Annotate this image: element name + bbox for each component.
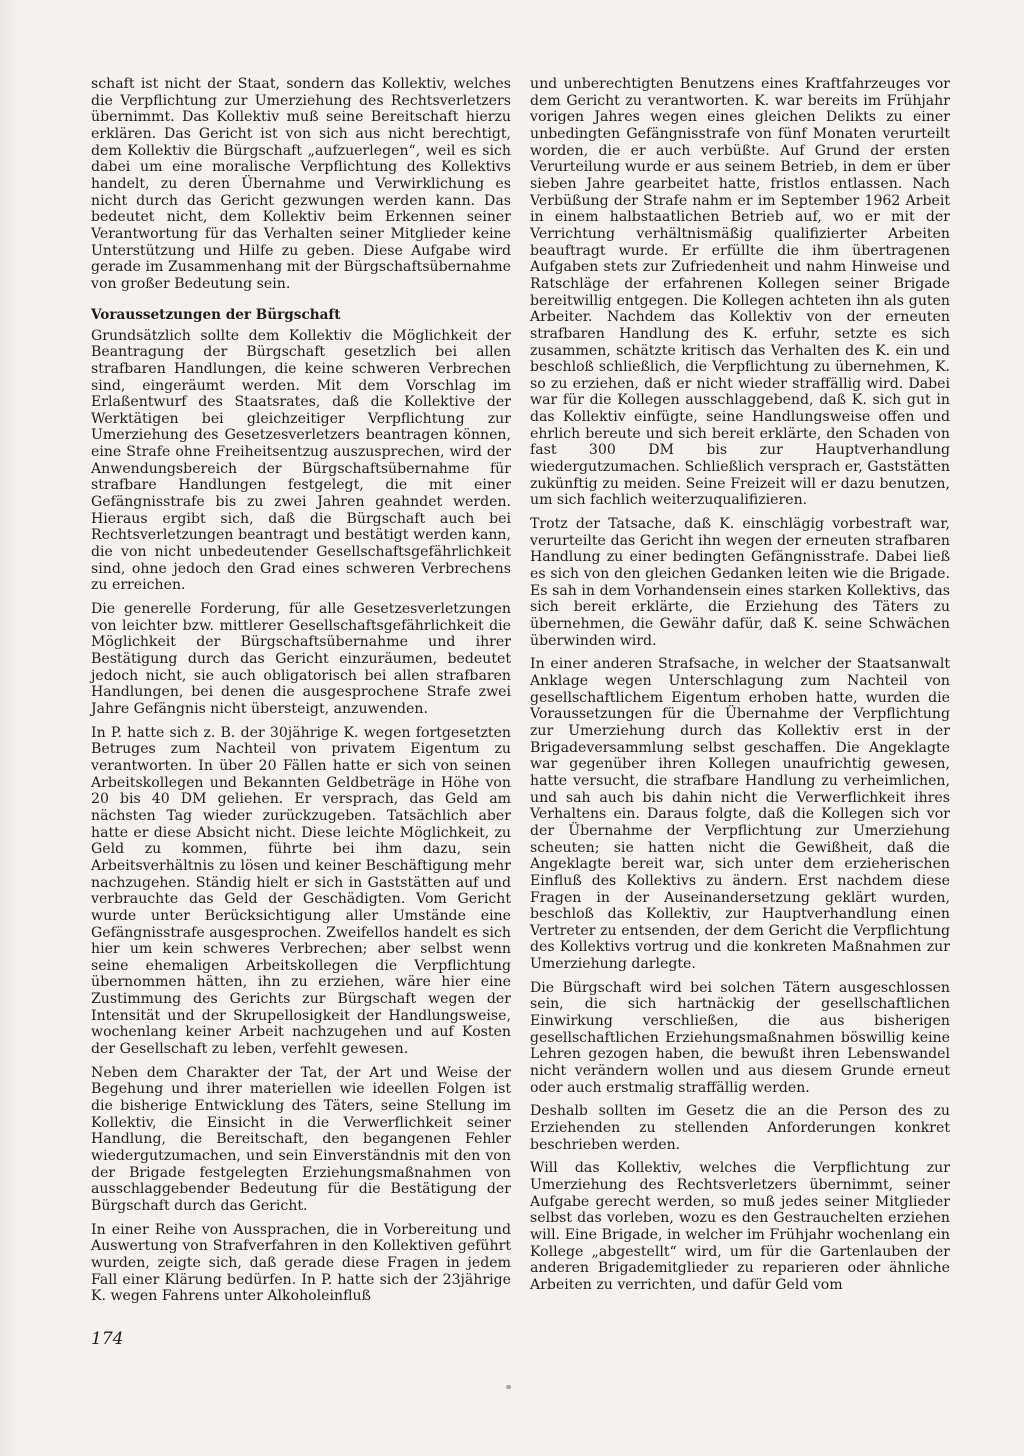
paragraph: und unberechtigten Benutzens eines Kraftfahrzeuges vor dem Gericht zu verantworten. K. war bereits im Frühjahr vorigen Jahres wegen eines gleichen Delikts zu einer unbedingten Gefängnisstrafe von fünf Monaten verurteilt worden, die er auch verbüßte. Auf Grund der ersten Verurteilung wurde er aus seinem Betrieb, in dem er über sieben Jahre gearbeitet hatte, fristlos entlassen. Nach Verbüßung der Strafe nahm er im September 1962 Arbeit in einem halbstaatlichen Betrieb auf, wo er mit der Verrichtung verhältnismäßig qualifizierter Arbeiten beauftragt wurde. Er erfüllte die ihm übertragenen Aufgaben stets zur Zufriedenheit und nahm Hinweise und Ratschläge der erfahrenen Kollegen seiner Brigade bereitwillig entgegen. Die Kollegen achteten ihn als guten Arbeiter. Nachdem das Kollektiv von der erneuten strafbaren Handlung des K. erfuhr, setzte es sich zusammen, schätzte kritisch das Verhalten des K. ein und beschloß schließlich, die Verpflichtung zu übernehmen, K. so zu erziehen, daß er nicht wieder straffällig wird. Dabei war für die Kollegen ausschlaggebend, daß K. sich gut in das Kollektiv einfügte, seine Handlungsweise offen und ehrlich bereute und sich bereit erklärte, den Schaden von fast 300 DM bis zur Hauptverhandlung wiedergutzumachen. Schließlich versprach er, Gaststätten zukünftig zu meiden. Seine Freizeit will er dazu benutzen, um sich fachlich weiterzuqualifizieren. (530, 76, 950, 509)
paragraph: In P. hatte sich z. B. der 30jährige K. wegen fortgesetzten Betruges zum Nachteil von privatem Eigentum zu verantworten. In über 20 Fällen hatte er sich von seinen Arbeitskollegen und Bekannten Geldbeträge in Höhe von 20 bis 40 DM geliehen. Er versprach, das Geld am nächsten Tag wieder zurückzugeben. Tatsächlich aber hatte er diese Absicht nicht. Diese leichte Möglichkeit, zu Geld zu kommen, führte bei ihm dazu, sein Arbeitsverhältnis zu lösen und keiner Beschäftigung mehr nachzugehen. Ständig hielt er sich in Gaststätten auf und verbrauchte das Geld der Geschädigten. Vom Gericht wurde unter Berücksichtigung aller Umstände eine Gefängnisstrafe ausgesprochen. Zweifellos handelt es sich hier um kein schweres Verbrechen; aber selbst wenn seine ehemaligen Arbeitskollegen die Verpflichtung übernommen hätten, ihn zu erziehen, wäre hier eine Zustimmung des Gerichts zur Bürgschaft wegen der Intensität und der Skrupellosigkeit der Handlungsweise, wochenlang keiner Arbeit nachzugehen und auf Kosten der Gesellschaft zu leben, verfehlt gewesen. (91, 724, 511, 1058)
paragraph: In einer Reihe von Aussprachen, die in Vorbereitung und Auswertung von Strafverfahren in den Kollektiven geführt wurden, zeigte sich, daß gerade diese Fragen in jedem Fall einer Klärung bedürfen. In P. hatte sich der 23jährige K. wegen Fahrens unter Alkoholeinfluß (91, 1221, 511, 1305)
paragraph: Will das Kollektiv, welches die Verpflichtung zur Umerziehung des Rechtsverletzers übernimmt, seiner Aufgabe gerecht werden, so muß jedes seiner Mitglieder selbst das vorleben, wozu es den Gestrauchelten erziehen will. Eine Brigade, in welcher im Frühjahr wochenlang ein Kollege „abgestellt“ wird, um für die Gartenlauben der anderen Brigademitglieder zu reparieren oder ähnliche Arbeiten zu verrichten, und dafür Geld vom (530, 1160, 950, 1293)
paragraph: Neben dem Charakter der Tat, der Art und Weise der Begehung und ihrer materiellen wie ideellen Folgen ist die bisherige Entwicklung des Täters, seine Stellung im Kollektiv, die Einsicht in die Verwerflichkeit seiner Handlung, die Bereitschaft, den begangenen Fehler wiedergutzumachen, und sein Einverständnis mit den von der Brigade festgelegten Erziehungsmaßnahmen von ausschlaggebender Bedeutung für die Bestätigung der Bürgschaft durch das Gericht. (91, 1064, 511, 1214)
paragraph: schaft ist nicht der Staat, sondern das Kollektiv, welches die Verpflichtung zur Umerziehung des Rechtsverletzers übernimmt. Das Kollektiv muß seine Bereitschaft hierzu erklären. Das Gericht ist von sich aus nicht berechtigt, dem Kollektiv die Bürgschaft „aufzuerlegen“, weil es sich dabei um eine moralische Verpflichtung des Kollektivs handelt, zu deren Übernahme und Verwirklichung es nicht durch das Gericht gezwungen werden kann. Das bedeutet nicht, dem Kollektiv beim Erkennen seiner Verantwortung für das Verhalten seiner Mitglieder keine Unterstützung und Hilfe zu geben. Diese Aufgabe wird gerade im Zusammenhang mit der Bürgschaftsübernahme von großer Bedeutung sein. (91, 76, 511, 292)
paragraph: Die Bürgschaft wird bei solchen Tätern ausgeschlossen sein, die sich hartnäckig der gesellschaftlichen Einwirkung verschließen, die aus bisherigen gesellschaftlichen Erziehungsmaßnahmen böswillig keine Lehren gezogen haben, die bewußt ihren Lebenswandel nicht verändern wollen und aus diesem Grunde erneut oder auch erstmalig straffällig werden. (530, 979, 950, 1096)
right-column (530, 76, 950, 1301)
page-edge-shadow (0, 0, 18, 1456)
left-column (91, 76, 511, 1312)
paragraph: Die generelle Forderung, für alle Gesetzesverletzungen von leichter bzw. mittlerer Gesellschaftsgefährlichkeit die Möglichkeit der Bürgschaftsübernahme und ihrer Bestätigung durch das Gericht einzuräumen, bedeutet jedoch nicht, sie auch obligatorisch bei allen strafbaren Handlungen, bei denen die ausgesprochene Strafe zwei Jahre Gefängnis nicht übersteigt, anzuwenden. (91, 601, 511, 717)
section-heading: Voraussetzungen der Bürgschaft (91, 306, 341, 323)
paragraph: Deshalb sollten im Gesetz die an die Person des zu Erziehenden zu stellenden Anforderungen konkret beschrieben werden. (530, 1103, 950, 1153)
print-speck (506, 1385, 511, 1389)
paragraph: In einer anderen Strafsache, in welcher der Staatsanwalt Anklage wegen Unterschlagung zum Nachteil von gesellschaftlichem Eigentum erhoben hatte, wurden die Voraussetzungen für die Übernahme der Verpflichtung zur Umerziehung durch das Kollektiv erst in der Brigadeversammlung selbst geschaffen. Die Angeklagte war gegenüber ihren Kollegen unaufrichtig gewesen, hatte versucht, die strafbare Handlung zu verheimlichen, und sah auch bis dahin nicht die Verwerflichkeit ihres Verhaltens ein. Daraus folgte, daß die Kollegen sich vor der Übernahme der Verpflichtung zur Umerziehung scheuten; sie hatten nicht die Gewißheit, daß die Angeklagte bereit war, sich unter dem erzieherischen Einfluß des Kollektivs zu ändern. Erst nachdem diese Fragen in der Auseinandersetzung geklärt wurden, beschloß das Kollektiv, zur Hauptverhandlung einen Vertreter zu entsenden, der dem Gericht die Verpflichtung des Kollektivs vortrug und die konkreten Maßnahmen zur Umerziehung darlegte. (530, 656, 950, 973)
page-number: 174 (91, 1329, 124, 1349)
paragraph: Grundsätzlich sollte dem Kollektiv die Möglichkeit der Beantragung der Bürgschaft gesetzlich bei allen strafbaren Handlungen, die keine schweren Verbrechen sind, eingeräumt werden. Mit dem Vorschlag im Erlaßentwurf des Staatsrates, daß die Kollektive der Werktätigen bei gleichzeitiger Verpflichtung zur Umerziehung des Gesetzesverletzers beantragen können, eine Strafe ohne Freiheitsentzug auszusprechen, wird der Anwendungsbereich der Bürgschaftsübernahme für strafbare Handlungen festgelegt, die mit einer Gefängnisstrafe bis zu zwei Jahren geahndet werden. Hieraus ergibt sich, daß die Bürgschaft auch bei Rechtsverletzungen beantragt und bestätigt werden kann, die von nicht unbedeutender Gesellschaftsgefährlichkeit sind, ohne jedoch den Grad eines schweren Verbrechens zu erreichen. (91, 327, 511, 594)
paragraph: Trotz der Tatsache, daß K. einschlägig vorbestraft war, verurteilte das Gericht ihn wegen der erneuten strafbaren Handlung zu einer bedingten Gefängnisstrafe. Dabei ließ es sich von den gleichen Gedanken leiten wie die Brigade. Es sah in dem Vorhandensein eines starken Kollektivs, das sich bereit erklärte, die Erziehung des Täters zu übernehmen, die Gewähr dafür, daß K. seine Schwächen überwinden wird. (530, 516, 950, 649)
